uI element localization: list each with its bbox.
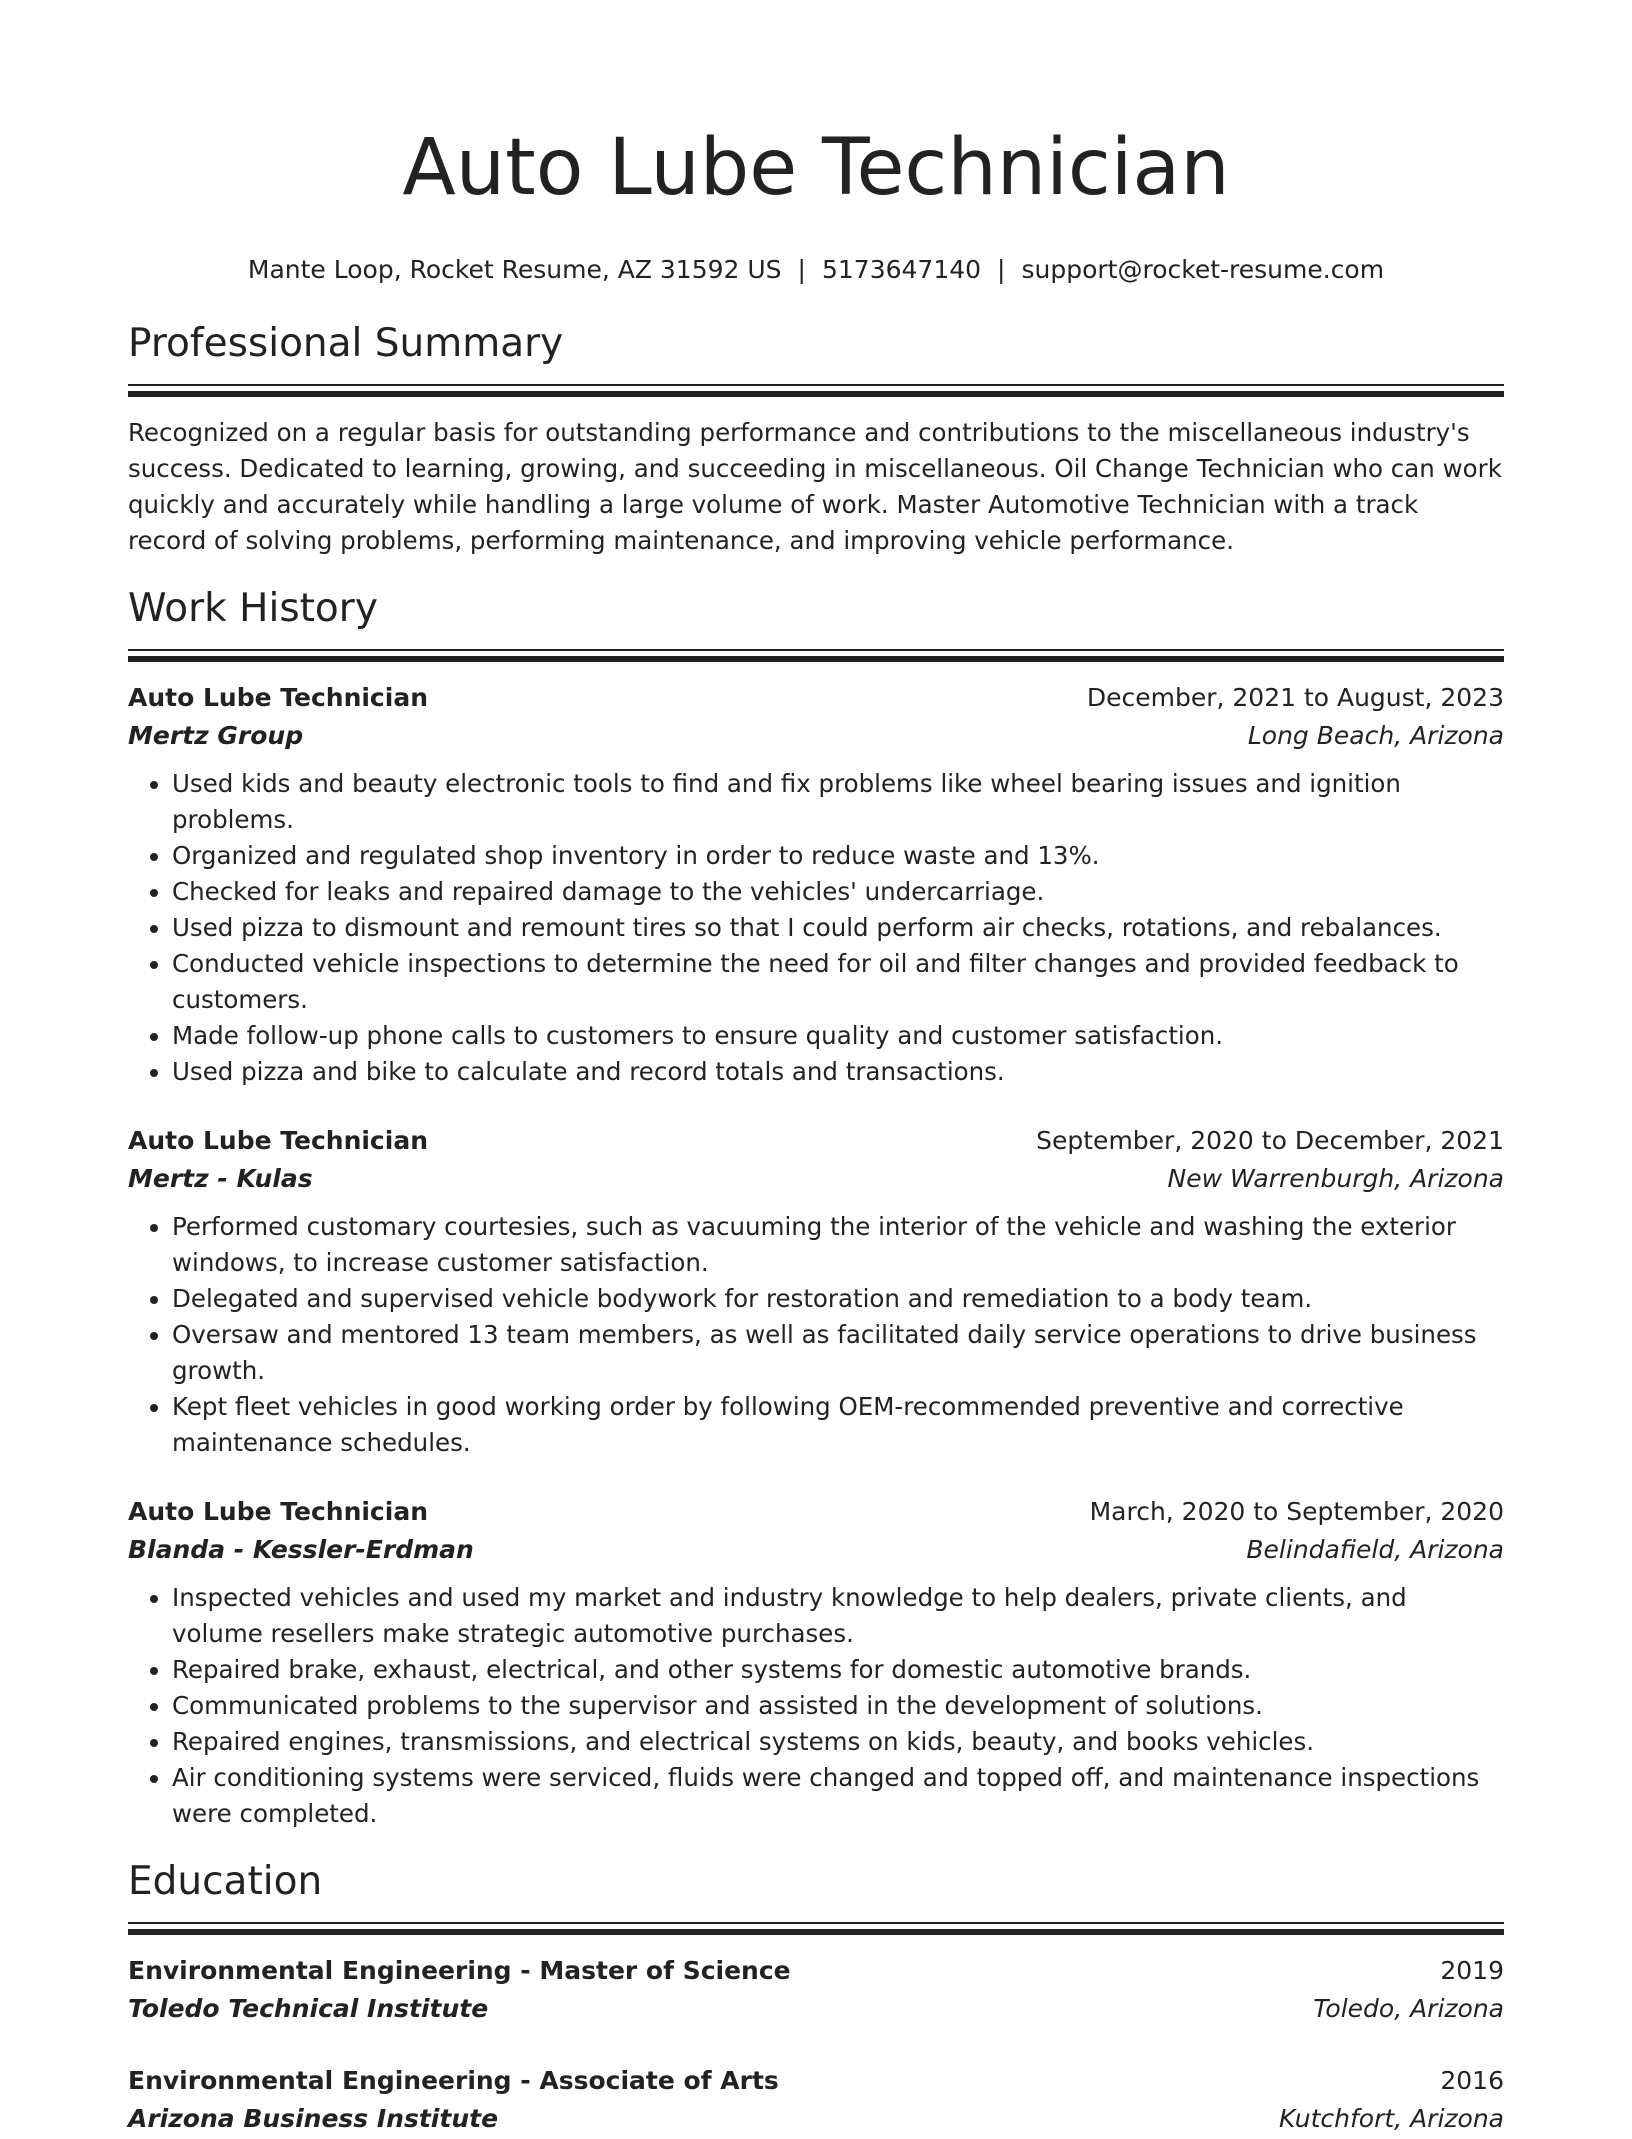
job-bullet: • Oversaw and mentored 13 team members, as well as facilitated daily service operations to drive business growth. — [172, 1317, 1504, 1389]
education-location: Kutchfort, Arizona — [1279, 2104, 1504, 2133]
job-title: Auto Lube Technician — [128, 1497, 428, 1526]
contact-address: Mante Loop, Rocket Resume, AZ 31592 US — [247, 255, 782, 284]
job-dates: September, 2020 to December, 2021 — [1036, 1126, 1504, 1155]
education-header-row — [128, 1953, 1504, 1989]
education-school: Toledo Technical Institute — [128, 1994, 489, 2023]
job-company-row — [128, 716, 1504, 756]
job-entry — [128, 1123, 1504, 1461]
education-location: Toledo, Arizona — [1313, 1994, 1504, 2023]
job-location: Long Beach, Arizona — [1247, 721, 1504, 750]
job-bullet: • Air conditioning systems were serviced, fluids were changed and topped off, and maintenance inspections were completed. — [172, 1760, 1504, 1832]
job-bullets — [128, 1209, 1504, 1461]
job-header-row — [128, 680, 1504, 716]
education-year: 2019 — [1440, 1956, 1504, 1985]
job-entry — [128, 680, 1504, 1090]
contact-phone[interactable]: 5173647140 — [821, 255, 982, 284]
job-bullet: • Kept fleet vehicles in good working order by following OEM-recommended preventive and corrective maintenance schedules. — [172, 1389, 1504, 1461]
job-bullet: • Inspected vehicles and used my market and industry knowledge to help dealers, private clients, and volume resellers make strategic automotive purchases. — [172, 1580, 1504, 1652]
job-bullet: • Made follow-up phone calls to customers to ensure quality and customer satisfaction. — [172, 1018, 1504, 1054]
contact-separator: | — [997, 255, 1006, 284]
education-section — [128, 1858, 1504, 2139]
job-header-row — [128, 1494, 1504, 1530]
job-bullet: • Repaired engines, transmissions, and electrical systems on kids, beauty, and books vehicles. — [172, 1724, 1504, 1760]
summary-text: Recognized on a regular basis for outstanding performance and contributions to the miscellaneous industry's success. Dedicated to learning, growing, and succeeding in miscellaneous. Oil Change Technician who can work quickly and accurately while handling a large volume of work. Master Automotive Technician with a track record of solving problems, performing maintenance, and improving vehicle performance. — [128, 418, 1502, 555]
work-history-section — [128, 585, 1504, 1832]
job-dates: March, 2020 to September, 2020 — [1089, 1497, 1504, 1526]
contact-line — [128, 254, 1504, 286]
job-bullet: • Used pizza to dismount and remount tires so that I could perform air checks, rotations, and rebalances. — [172, 910, 1504, 946]
job-company: Blanda - Kessler-Erdman — [128, 1535, 474, 1564]
education-school-row — [128, 1989, 1504, 2029]
job-company-row — [128, 1159, 1504, 1199]
job-dates: December, 2021 to August, 2023 — [1086, 683, 1504, 712]
section-divider — [128, 384, 1504, 397]
contact-separator: | — [797, 255, 806, 284]
section-divider — [128, 1922, 1504, 1935]
job-company: Mertz - Kulas — [128, 1164, 313, 1193]
work-history-heading: Work History — [128, 586, 378, 631]
education-entry — [128, 2063, 1504, 2139]
candidate-name: Auto Lube Technician — [402, 123, 1230, 213]
job-bullet: • Communicated problems to the supervisor and assisted in the development of solutions. — [172, 1688, 1504, 1724]
job-bullet: • Used kids and beauty electronic tools to find and fix problems like wheel bearing issues and ignition problems. — [172, 766, 1504, 838]
contact-email[interactable]: support@rocket-resume.com — [1021, 255, 1385, 284]
job-bullets — [128, 1580, 1504, 1832]
summary-heading: Professional Summary — [128, 321, 564, 366]
job-location: Belindafield, Arizona — [1246, 1535, 1504, 1564]
job-company: Mertz Group — [128, 721, 304, 750]
job-header-row — [128, 1123, 1504, 1159]
education-degree: Environmental Engineering - Master of Science — [128, 1956, 791, 1985]
job-location: New Warrenburgh, Arizona — [1167, 1164, 1504, 1193]
job-bullet: • Organized and regulated shop inventory in order to reduce waste and 13%. — [172, 838, 1504, 874]
summary-section — [128, 320, 1504, 559]
section-divider — [128, 649, 1504, 662]
job-title: Auto Lube Technician — [128, 1126, 428, 1155]
job-bullet: • Conducted vehicle inspections to determine the need for oil and filter changes and provided feedback to customers. — [172, 946, 1504, 1018]
job-bullet: • Used pizza and bike to calculate and record totals and transactions. — [172, 1054, 1504, 1090]
job-bullet: • Performed customary courtesies, such as vacuuming the interior of the vehicle and washing the exterior windows, to increase customer satisfaction. — [172, 1209, 1504, 1281]
education-heading: Education — [128, 1859, 323, 1904]
education-degree: Environmental Engineering - Associate of Arts — [128, 2066, 779, 2095]
education-year: 2016 — [1440, 2066, 1504, 2095]
job-title: Auto Lube Technician — [128, 683, 428, 712]
job-bullet: • Repaired brake, exhaust, electrical, and other systems for domestic automotive brands. — [172, 1652, 1504, 1688]
job-company-row — [128, 1530, 1504, 1570]
education-school-row — [128, 2099, 1504, 2139]
education-header-row — [128, 2063, 1504, 2099]
job-bullet: • Delegated and supervised vehicle bodywork for restoration and remediation to a body team. — [172, 1281, 1504, 1317]
education-entry — [128, 1953, 1504, 2029]
resume-page — [128, 0, 1504, 2139]
job-bullets — [128, 766, 1504, 1090]
job-bullet: • Checked for leaks and repaired damage to the vehicles' undercarriage. — [172, 874, 1504, 910]
education-school: Arizona Business Institute — [128, 2104, 499, 2133]
job-entry — [128, 1494, 1504, 1832]
